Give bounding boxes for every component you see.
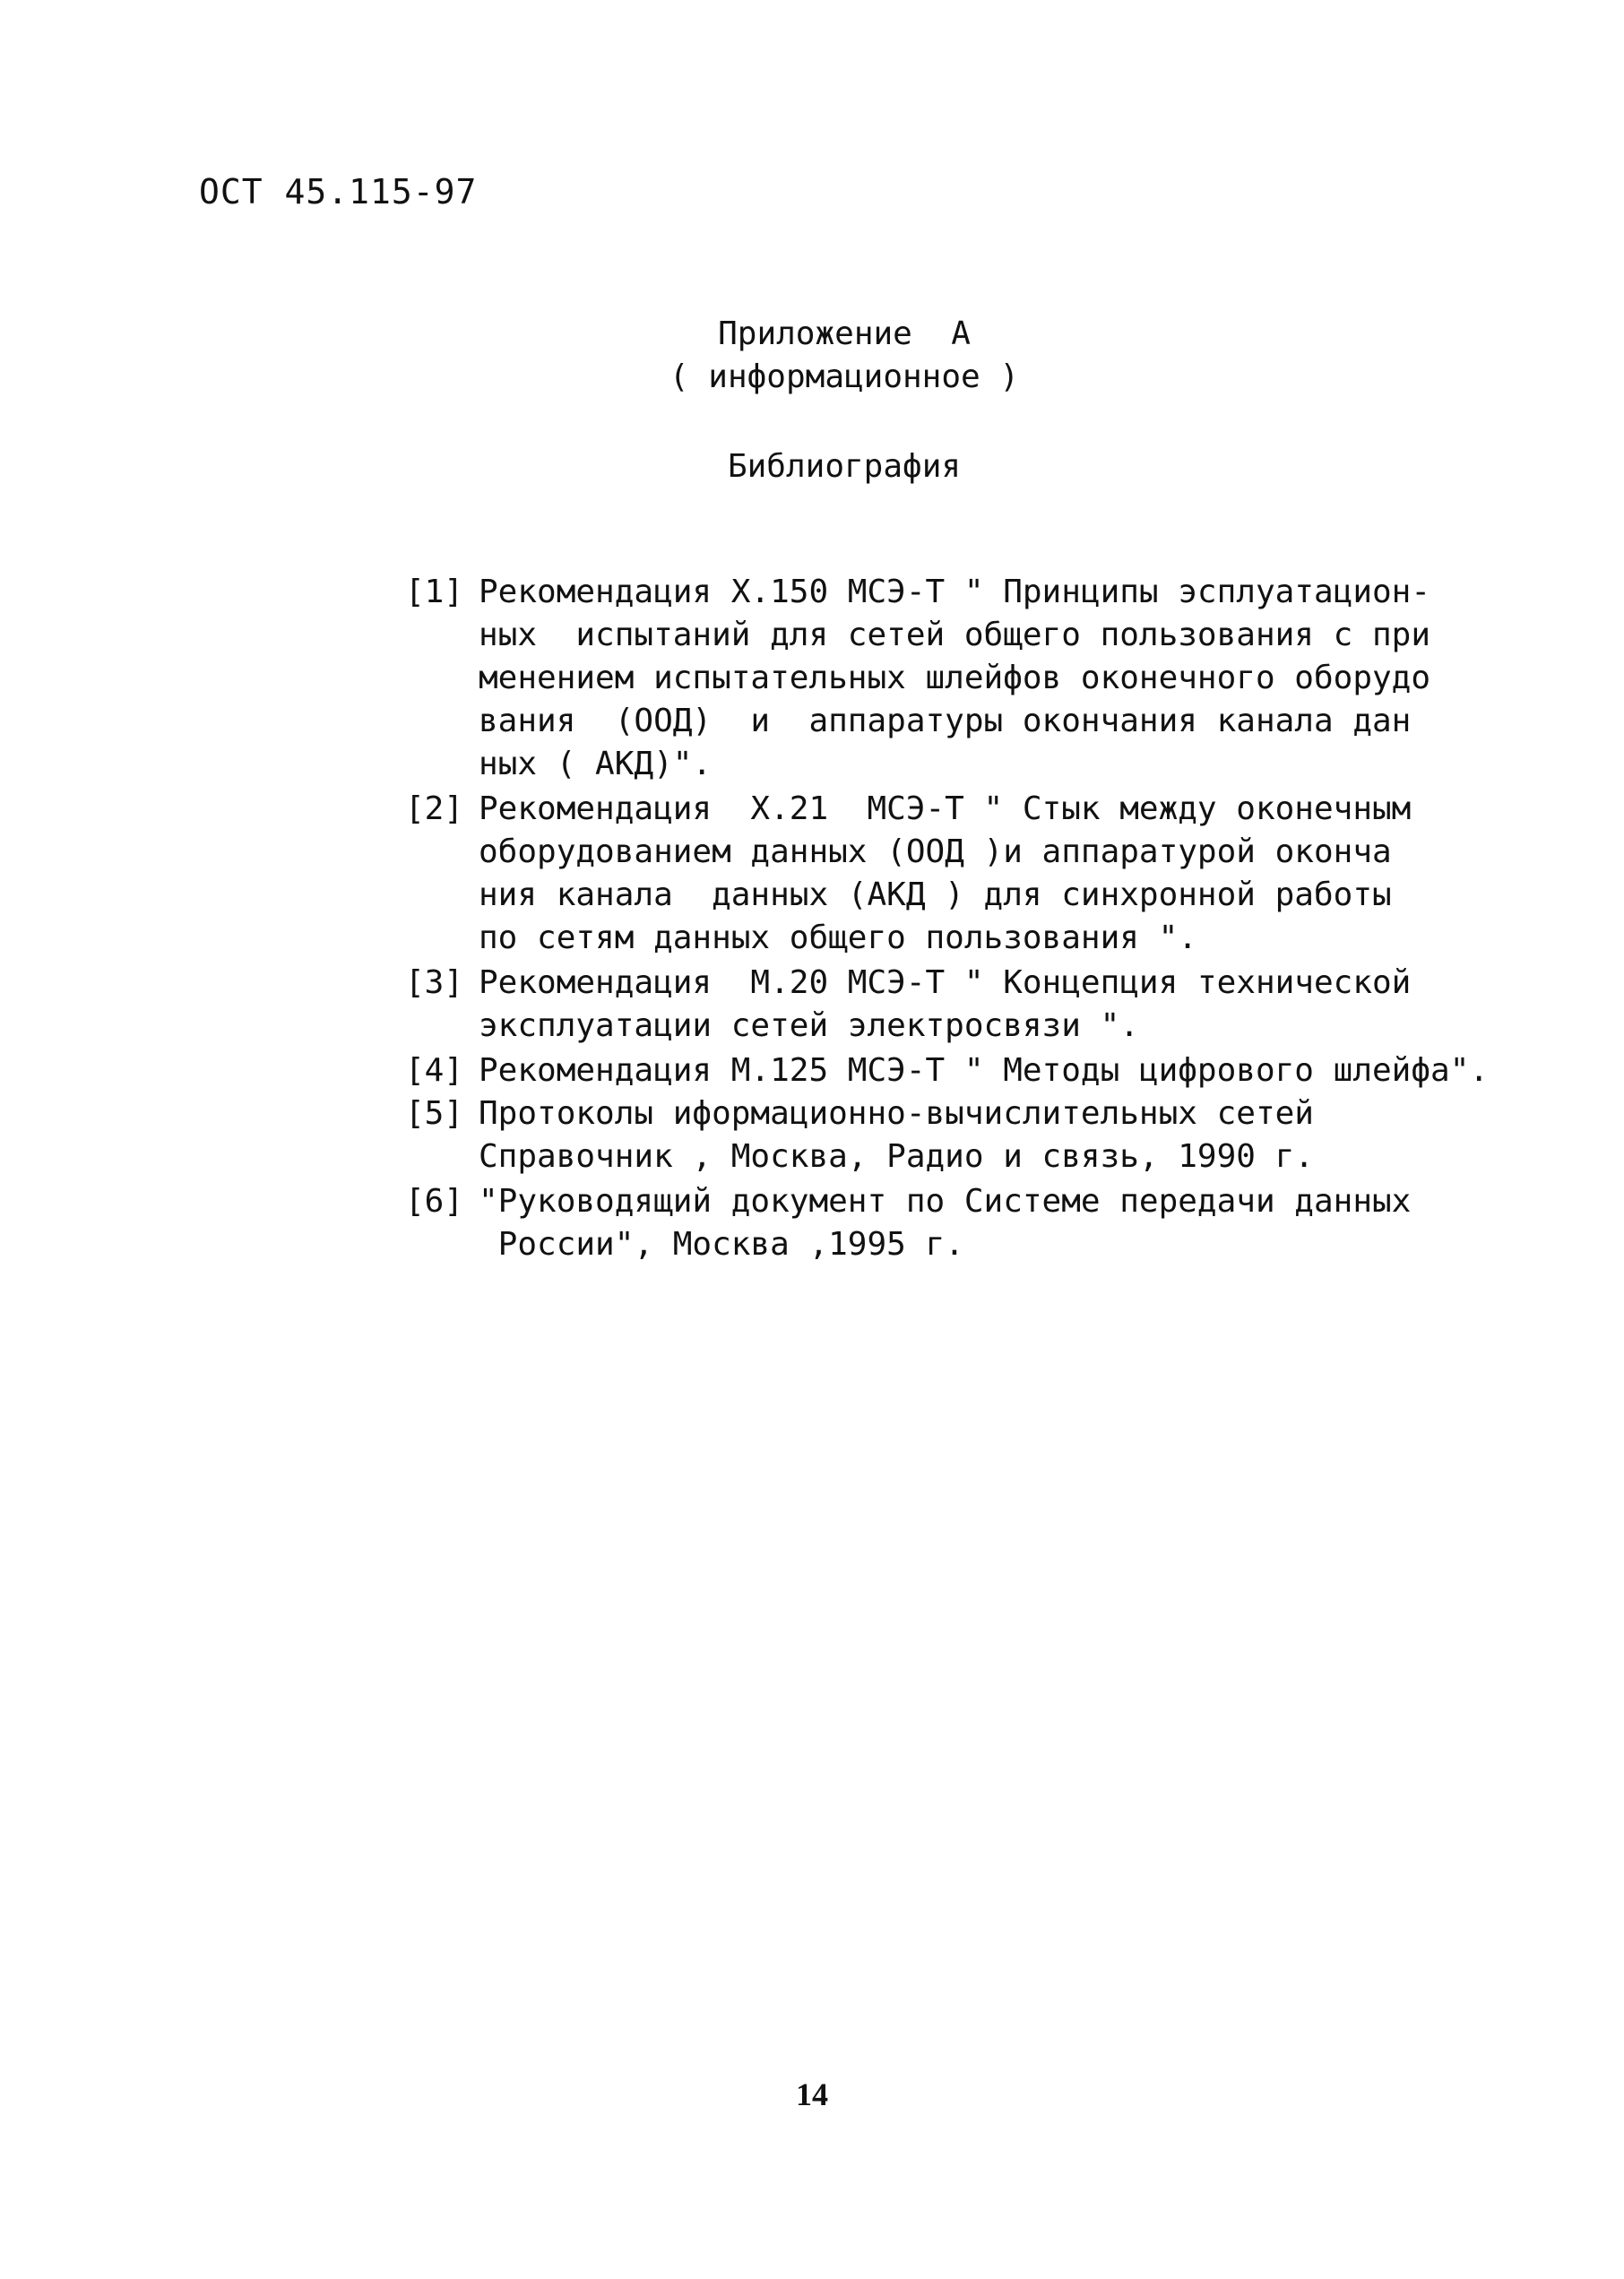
bibliography-line: Протоколы иформационно-вычислительных сетей (479, 1095, 1314, 1132)
bibliography-line: России", Москва ,1995 г. (479, 1226, 964, 1263)
bibliography-line: ных ( АКД)". (479, 746, 713, 782)
bibliography-number: [2] (405, 790, 464, 827)
bibliography-line: менением испытательных шлейфов оконечного оборудо (479, 660, 1431, 696)
bibliography-line: ных испытаний для сетей общего пользования с при (479, 617, 1431, 653)
bibliography-number: [3] (405, 964, 464, 1001)
bibliography-number: [4] (405, 1052, 464, 1089)
bibliography-number: [6] (405, 1183, 464, 1220)
bibliography-number: [5] (405, 1095, 464, 1132)
bibliography-line: оборудованием данных (ООД )и аппаратурой оконча (479, 833, 1392, 870)
appendix-title: Приложение А (718, 315, 971, 352)
page-number: 14 (796, 2076, 828, 2112)
document-code: ОСТ 45.115-97 (199, 172, 478, 211)
bibliography-line: Рекомендация X.150 МСЭ-Т " Принципы эсплуатацион- (479, 574, 1431, 610)
appendix-type: ( информационное ) (669, 358, 1020, 395)
bibliography-line: Справочник , Москва, Радио и связь, 1990 г. (479, 1138, 1314, 1175)
bibliography-line: Рекомендация М.125 МСЭ-Т " Методы цифрового шлейфа". (479, 1052, 1490, 1089)
bibliography-line: эксплуатации сетей электросвязи ". (479, 1007, 1139, 1044)
bibliography-line: по сетям данных общего пользования ". (479, 919, 1197, 956)
bibliography-line: Рекомендация X.21 МСЭ-Т " Стык между оконечным (479, 790, 1412, 827)
bibliography-number: [1] (405, 574, 464, 610)
bibliography-line: "Руководящий документ по Системе передачи данных (479, 1183, 1412, 1220)
bibliography-line: Рекомендация М.20 МСЭ-Т " Концепция технической (479, 964, 1412, 1001)
section-title: Библиография (727, 448, 962, 485)
bibliography-line: ния канала данных (АКД ) для синхронной работы (479, 876, 1392, 913)
bibliography-line: вания (ООД) и аппаратуры окончания канала дан (479, 703, 1412, 739)
